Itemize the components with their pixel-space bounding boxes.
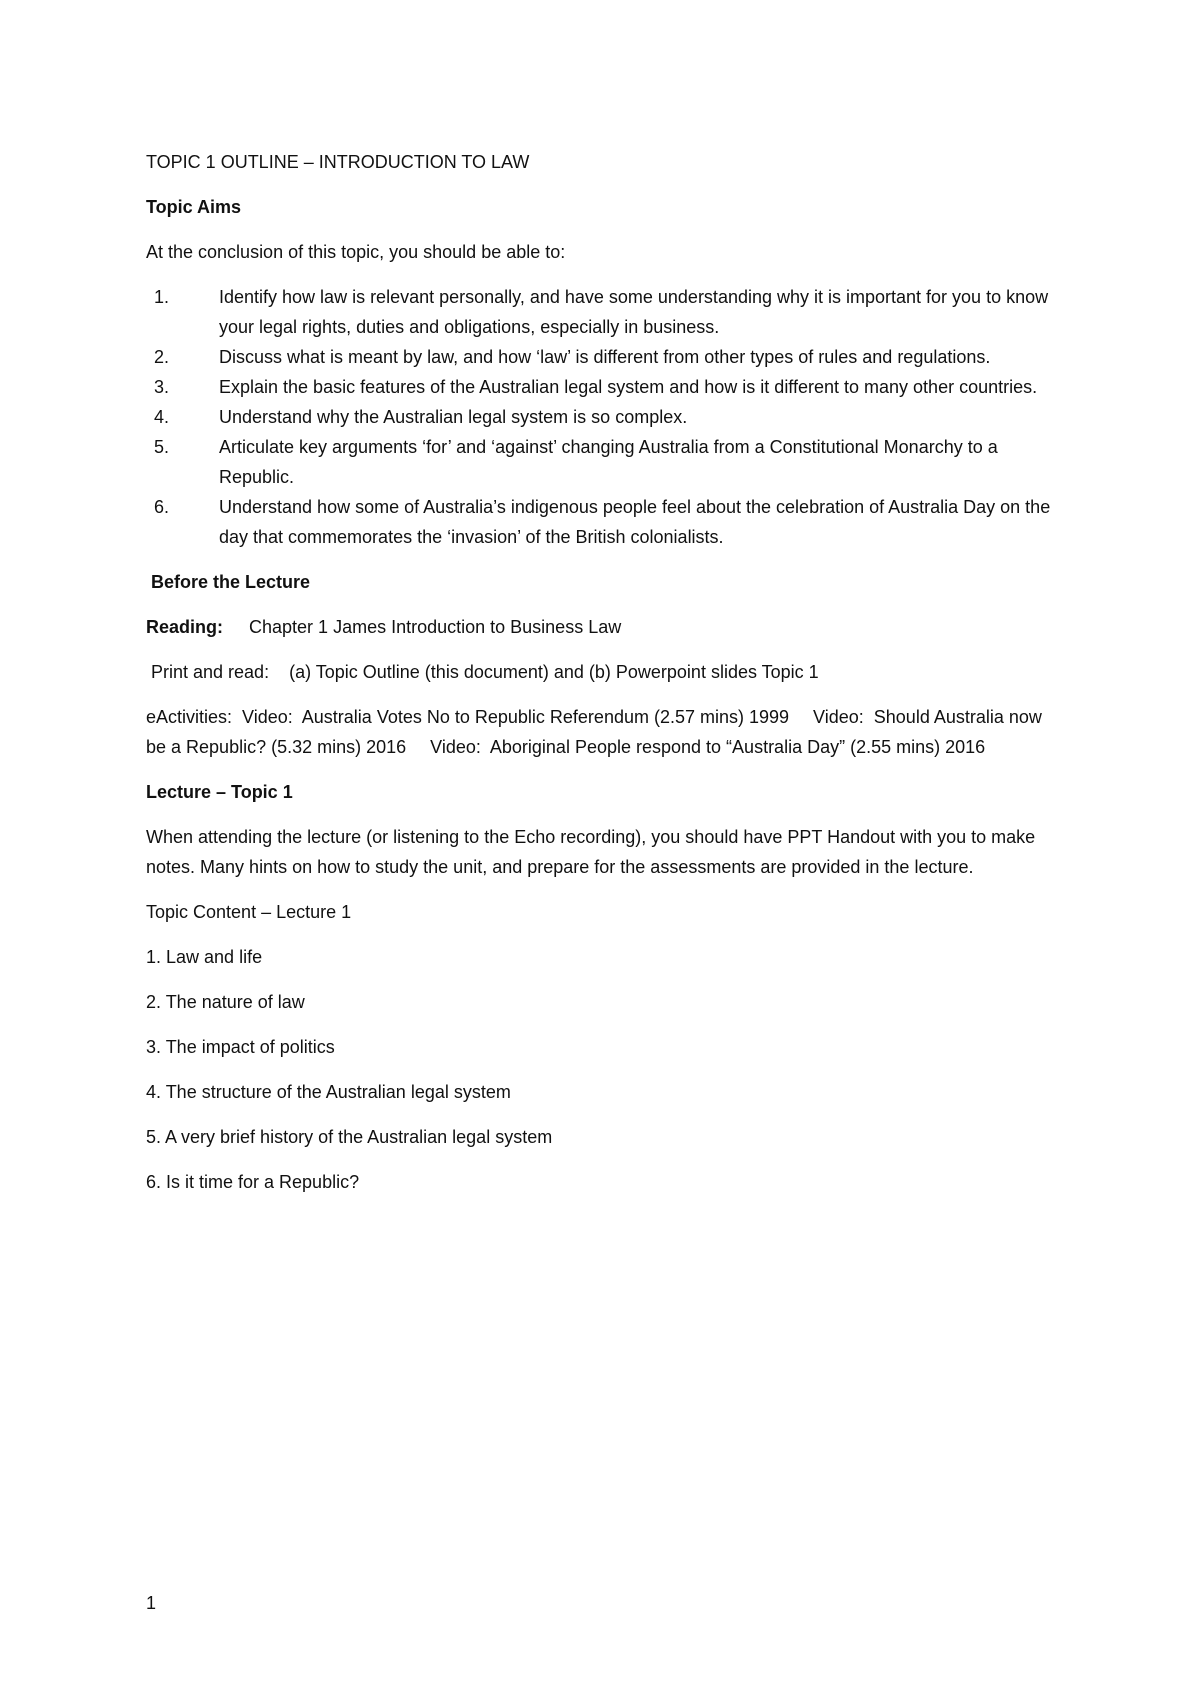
lecture-heading: Lecture – Topic 1	[146, 782, 293, 802]
print-label: Print and read:	[151, 662, 270, 682]
content-item: 3. The impact of politics	[146, 1037, 335, 1057]
video-3-label: Video:	[430, 737, 481, 757]
video-2-label: Video:	[813, 707, 864, 727]
aim-item: 5. Articulate key arguments ‘for’ and ‘against’ changing Australia from a Constitutional Monarchy to a Republic.	[154, 437, 998, 487]
aim-item: 6. Understand how some of Australia’s indigenous people feel about the celebration of Australia Day on the day that commemorates the ‘invasion’ of the British colonialists.	[154, 497, 1051, 547]
page-number: 1	[146, 1593, 157, 1613]
video-2-text: Should Australia now be a Republic? (5.32 mins) 2016	[146, 707, 1042, 757]
aim-item: 4. Understand why the Australian legal system is so complex.	[154, 407, 688, 427]
content-item: 6. Is it time for a Republic?	[146, 1172, 360, 1192]
aims-list	[146, 282, 1066, 552]
reading-line	[146, 612, 1066, 642]
aims-heading: Topic Aims	[146, 197, 242, 217]
content-item: 4. The structure of the Australian legal system	[146, 1082, 511, 1102]
topic-content-heading: Topic Content – Lecture 1	[146, 902, 352, 922]
print-line	[146, 657, 1066, 687]
document-body	[146, 147, 1066, 1212]
lecture-text: When attending the lecture (or listening to the Echo recording), you should have PPT Handout with you to make notes. Many hints on how to study the unit, and prepare for the assessments are provided in the lecture.	[146, 827, 1036, 877]
content-item: 2. The nature of law	[146, 992, 305, 1012]
reading-text: Chapter 1 James Introduction to Business Law	[249, 617, 622, 637]
eactivities-line	[146, 702, 1066, 762]
document-title: TOPIC 1 OUTLINE – INTRODUCTION TO LAW	[146, 152, 530, 172]
aims-intro: At the conclusion of this topic, you should be able to:	[146, 242, 566, 262]
content-item: 1. Law and life	[146, 947, 263, 967]
video-1-text: Australia Votes No to Republic Referendum (2.57 mins) 1999	[301, 707, 790, 727]
video-3-text: Aboriginal People respond to “Australia Day” (2.55 mins) 2016	[489, 737, 986, 757]
aim-item: 2. Discuss what is meant by law, and how ‘law’ is different from other types of rules and regulations.	[154, 347, 991, 367]
video-1-label: Video:	[242, 707, 293, 727]
before-lecture-heading: Before the Lecture	[151, 572, 311, 592]
content-item: 5. A very brief history of the Australian legal system	[146, 1127, 553, 1147]
aim-item: 1. Identify how law is relevant personally, and have some understanding why it is important for you to know your legal rights, duties and obligations, especially in business.	[154, 287, 1049, 337]
aim-item: 3. Explain the basic features of the Australian legal system and how is it different to many other countries.	[154, 377, 1038, 397]
reading-label: Reading:	[146, 617, 224, 637]
print-text: (a) Topic Outline (this document) and (b) Powerpoint slides Topic 1	[289, 662, 819, 682]
eactivities-label: eActivities:	[146, 707, 233, 727]
